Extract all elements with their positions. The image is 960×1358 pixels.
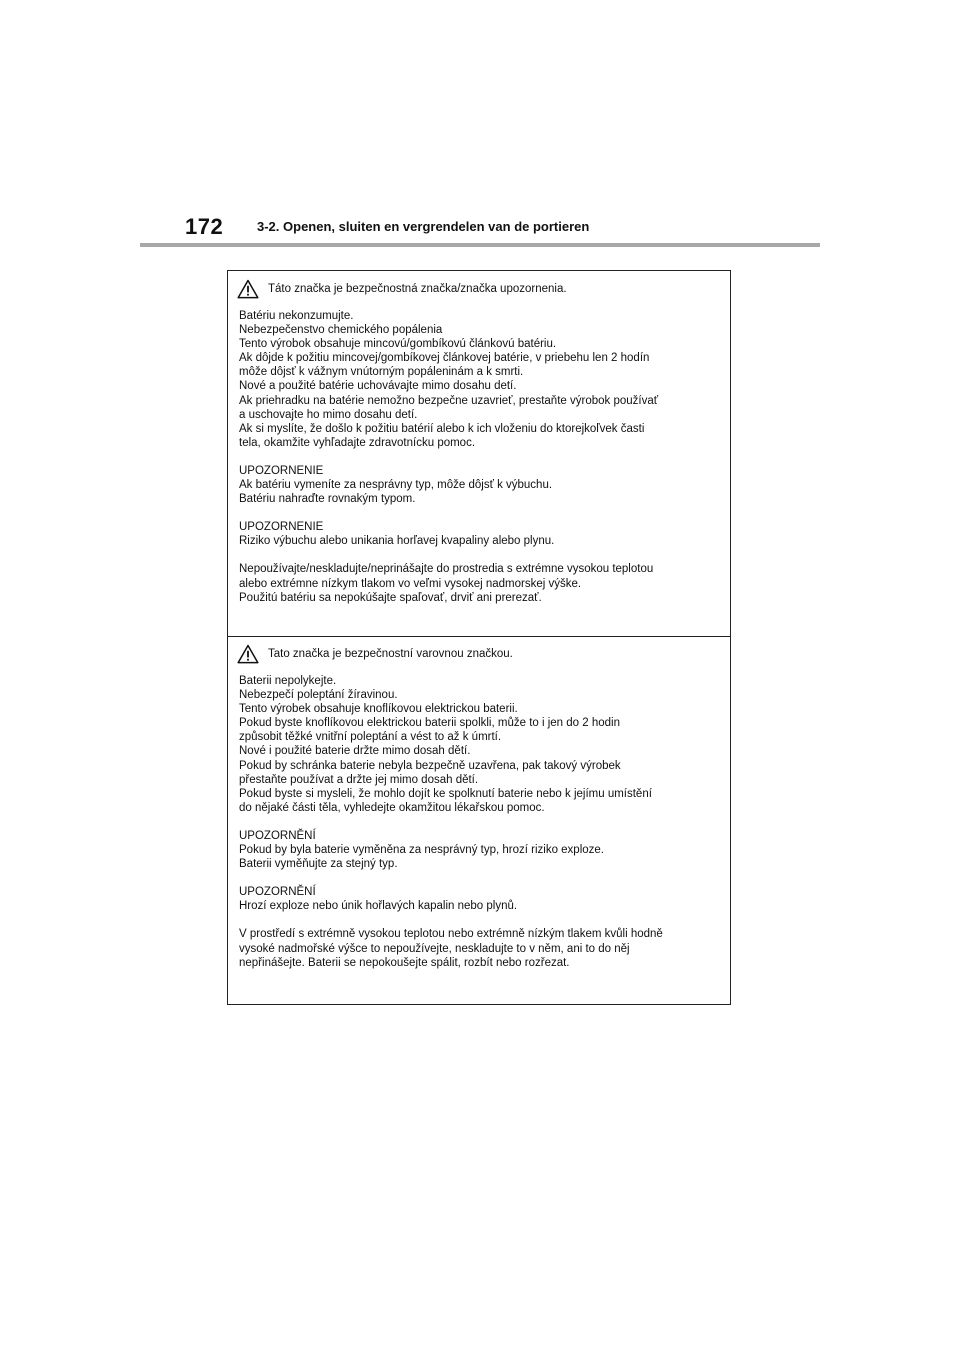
notice-line: tela, okamžite vyhľadajte zdravotnícku pomoc. <box>239 436 476 449</box>
notice-line: Baterii vyměňujte za stejný typ. <box>239 858 398 871</box>
notice-line: Ak dôjde k požitiu mincovej/gombíkovej článkovej batérie, v priebehu len 2 hodín <box>239 352 650 365</box>
warning-triangle-icon <box>237 644 259 664</box>
notice-line: vysoké nadmořské výšce to nepoužívejte, neskladujte to v něm, ani to do něj <box>239 942 630 955</box>
battery-safety-notice <box>227 270 731 1005</box>
notice-line: UPOZORNĚNÍ <box>239 829 316 842</box>
notice-line: Batériu nekonzumujte. <box>239 310 354 322</box>
notice-line: Ak priehradku na batérie nemožno bezpečne uzavrieť, prestaňte výrobok používať <box>239 394 659 407</box>
notice-line: Pokud by byla baterie vyměněna za nesprávný typ, hrozí riziko exploze. <box>239 844 604 857</box>
notice-line: Batériu nahraďte rovnakým typom. <box>239 493 416 506</box>
notice-line: Riziko výbuchu alebo unikania horľavej kvapaliny alebo plynu. <box>239 535 555 548</box>
notice-line: UPOZORNENIE <box>239 464 324 477</box>
section-title: 3-2. Openen, sluiten en vergrendelen van de portieren <box>257 219 590 234</box>
notice-line: UPOZORNENIE <box>239 521 324 534</box>
notice-section-czech <box>228 636 730 1005</box>
notice-line: Nepoužívajte/neskladujte/neprinášajte do prostredia s extrémne vysokou teplotou <box>239 563 654 576</box>
warning-heading <box>237 279 567 299</box>
notice-line: alebo extrémne nízkym tlakom vo veľmi vysokej nadmorskej výške. <box>239 577 582 590</box>
notice-line: Nebezpečenstvo chemického popálenia <box>239 324 443 337</box>
notice-paragraph <box>239 309 720 450</box>
notice-line: Pokud byste si mysleli, že mohlo dojít ke spolknutí baterie nebo k jejímu umístění <box>239 787 652 800</box>
notice-line: Nebezpečí poleptání žíravinou. <box>239 689 398 702</box>
notice-line: způsobit těžké vnitřní poleptání a vést to až k úmrtí. <box>239 731 502 744</box>
notice-paragraph <box>239 520 720 548</box>
notice-line: Pokud by schránka baterie nebyla bezpečně uzavřena, pak takový výrobek <box>239 759 621 772</box>
notice-line: V prostředí s extrémně vysokou teplotou nebo extrémně nízkým tlakem kvůli hodně <box>239 928 663 941</box>
warning-heading-text: Tato značka je bezpečnostní varovnou značkou. <box>268 648 513 660</box>
notice-paragraph <box>239 464 720 506</box>
notice-line: môže dôjsť k vážnym vnútorným popáleninám a k smrti. <box>239 366 524 379</box>
notice-line: Pokud byste knoflíkovou elektrickou baterii spolkli, může to i jen do 2 hodin <box>239 717 620 730</box>
notice-line: Použitú batériu sa nepokúšajte spaľovať, drviť ani prerezať. <box>239 591 542 604</box>
notice-paragraph <box>239 829 720 871</box>
notice-line: Tento výrobek obsahuje knoflíkovou elektrickou baterii. <box>239 703 518 716</box>
notice-line: Nové i použité baterie držte mimo dosah dětí. <box>239 745 471 758</box>
notice-line: Nové a použité batérie uchovávajte mimo dosahu detí. <box>239 380 517 393</box>
notice-paragraph <box>239 674 720 815</box>
header-divider <box>140 243 820 247</box>
notice-line: Hrozí exploze nebo únik hořlavých kapalin nebo plynů. <box>239 900 518 913</box>
notice-line: Tento výrobok obsahuje mincovú/gombíkovú článkovú batériu. <box>239 338 557 351</box>
page-number: 172 <box>185 214 224 239</box>
notice-paragraph <box>239 927 720 969</box>
notice-line: do nějaké části těla, vyhledejte okamžitou lékařskou pomoc. <box>239 801 545 814</box>
page-header <box>185 214 825 244</box>
warning-heading-text: Táto značka je bezpečnostná značka/značka upozornenia. <box>268 283 567 295</box>
notice-section-slovak <box>228 271 730 637</box>
notice-paragraphs <box>239 309 720 619</box>
notice-paragraph <box>239 562 720 604</box>
notice-line: Ak batériu vymeníte za nesprávny typ, môže dôjsť k výbuchu. <box>239 479 553 492</box>
warning-heading <box>237 644 513 664</box>
notice-line: přestaňte používat a držte jej mimo dosah dětí. <box>239 773 479 786</box>
notice-line: a uschovajte ho mimo dosahu detí. <box>239 408 418 421</box>
notice-paragraph <box>239 885 720 913</box>
notice-line: UPOZORNĚNÍ <box>239 886 316 899</box>
notice-paragraphs <box>239 674 720 984</box>
notice-line: nepřinášejte. Baterii se nepokoušejte spálit, rozbít nebo rozřezat. <box>239 956 570 969</box>
warning-triangle-icon <box>237 279 259 299</box>
notice-line: Ak si myslíte, že došlo k požitiu batérií alebo k ich vloženiu do ktorejkoľvek časti <box>239 422 645 435</box>
notice-line: Baterii nepolykejte. <box>239 675 337 687</box>
